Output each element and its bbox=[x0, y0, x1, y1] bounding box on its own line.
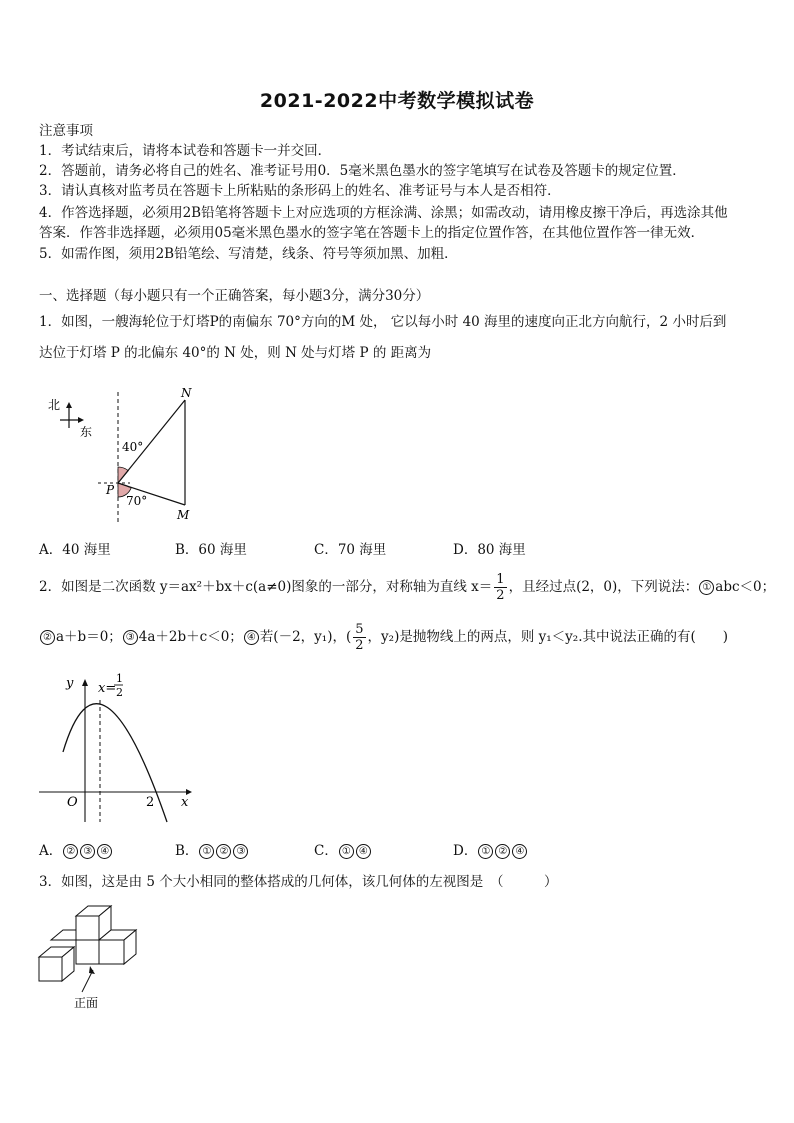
front-arrow-icon bbox=[89, 966, 95, 974]
y-axis-label: y bbox=[66, 676, 74, 691]
lighthouse-figure bbox=[40, 384, 220, 526]
fraction-numerator: 5 bbox=[355, 622, 364, 637]
angle-40-label: 40° bbox=[122, 440, 144, 454]
symmetry-axis-label: x= bbox=[98, 681, 117, 696]
q2-text: ，且经过点(2，0)，下列说法： bbox=[508, 579, 699, 595]
page-title: 2021-2022中考数学模拟试卷 bbox=[259, 90, 535, 112]
q2-text: 4a＋2b＋c＜0； bbox=[138, 629, 243, 645]
fraction-denominator: 2 bbox=[496, 588, 505, 603]
fraction-numerator: 1 bbox=[496, 572, 505, 587]
north-label: 北 bbox=[48, 398, 61, 412]
y-axis-arrow-icon bbox=[82, 679, 88, 686]
option-d[interactable]: D．80 海里 bbox=[453, 542, 526, 558]
option-b[interactable] bbox=[175, 841, 249, 861]
q2-text: ，y₂)是抛物线上的两点，则 y₁＜y₂.其中说法正确的有( ) bbox=[367, 629, 729, 645]
question-3-text: 3．如图，这是由 5 个大小相同的整体搭成的几何体，该几何体的左视图是 （ ） bbox=[39, 874, 558, 890]
cubes-figure bbox=[36, 904, 146, 1014]
circled-number: ① bbox=[478, 844, 493, 859]
cube-face bbox=[51, 930, 76, 940]
circled-number: ④ bbox=[244, 630, 259, 645]
origin-label: O bbox=[67, 795, 78, 810]
notice-item: 1．考试结束后，请将本试卷和答题卡一并交回． bbox=[39, 143, 332, 159]
x-axis-label: x bbox=[181, 795, 189, 810]
circled-number: ④ bbox=[512, 844, 527, 859]
section-heading: 一、选择题（每小题只有一个正确答案，每小题3分，满分30分） bbox=[39, 288, 430, 304]
option-letter: B． bbox=[175, 843, 199, 859]
angle-70-label: 70° bbox=[126, 494, 148, 508]
option-letter: C． bbox=[314, 843, 338, 859]
symmetry-num: 1 bbox=[116, 672, 123, 685]
question-1-line-1: 1．如图，一艘海轮位于灯塔P的南偏东 70°方向的M 处， 它以每小时 40 海里的速度向正北方向航行，2 小时后到 bbox=[39, 314, 727, 330]
circled-number: ① bbox=[699, 580, 714, 595]
q2-text: abc＜0； bbox=[715, 579, 776, 595]
option-b[interactable]: B．60 海里 bbox=[175, 542, 247, 558]
circled-number: ③ bbox=[233, 844, 248, 859]
q2-text: 若(－2，y₁)，( bbox=[259, 629, 352, 645]
circled-number: ② bbox=[40, 630, 55, 645]
q2-text: 2．如图是二次函数 y＝ax²＋bx＋c(a≠0)图象的一部分，对称轴为直线 x＝ bbox=[39, 579, 493, 595]
notice-item: 3．请认真核对监考员在答题卡上所粘贴的条形码上的姓名、准考证号与本人是否相符． bbox=[39, 183, 561, 199]
circled-number: ③ bbox=[123, 630, 138, 645]
circled-number: ② bbox=[216, 844, 231, 859]
question-2-line-1 bbox=[39, 568, 775, 606]
q2-text: a＋b＝0； bbox=[56, 629, 122, 645]
option-c[interactable]: C．70 海里 bbox=[314, 542, 387, 558]
notice-item: 4．作答选择题，必须用2B铅笔将答题卡上对应选项的方框涂满、涂黑；如需改动，请用橡皮擦干净后，再选涂其他 bbox=[39, 205, 728, 221]
circled-number: ③ bbox=[80, 844, 95, 859]
tick-2-label: 2 bbox=[146, 795, 155, 810]
option-a[interactable] bbox=[39, 841, 113, 861]
point-M-label: M bbox=[177, 508, 190, 522]
option-letter: D． bbox=[453, 843, 478, 859]
point-N-label: N bbox=[181, 386, 192, 400]
front-view-label: 正面 bbox=[74, 996, 99, 1010]
point-P-label: P bbox=[106, 483, 115, 497]
notice-item: 2．答题前，请务必将自己的姓名、准考证号用0．5毫米黑色墨水的签字笔填写在试卷及答题卡的规定位置． bbox=[39, 163, 686, 179]
question-1-line-2: 达位于灯塔 P 的北偏东 40°的 N 处，则 N 处与灯塔 P 的 距离为 bbox=[39, 345, 432, 361]
circled-number: ① bbox=[199, 844, 214, 859]
fraction-five-halves bbox=[353, 622, 365, 653]
east-arrow-icon bbox=[78, 417, 84, 423]
option-d[interactable] bbox=[453, 841, 528, 861]
question-2-line-2 bbox=[39, 618, 728, 656]
option-a[interactable]: A．40 海里 bbox=[39, 542, 111, 558]
fraction-half bbox=[494, 572, 506, 603]
cube-face bbox=[76, 940, 99, 964]
notice-item: 5．如需作图，须用2B铅笔绘、写清楚，线条、符号等须加黑、加粗． bbox=[39, 246, 458, 262]
option-c[interactable] bbox=[314, 841, 372, 861]
option-letter: A． bbox=[39, 843, 63, 859]
north-arrow-icon bbox=[66, 402, 72, 408]
cube-face bbox=[99, 940, 124, 964]
notice-heading: 注意事项 bbox=[39, 123, 93, 139]
circled-number: ② bbox=[495, 844, 510, 859]
symmetry-den: 2 bbox=[116, 686, 123, 699]
circled-number: ④ bbox=[97, 844, 112, 859]
circled-number: ① bbox=[339, 844, 354, 859]
cube-face bbox=[39, 957, 62, 981]
cube-face bbox=[76, 916, 99, 940]
notice-item: 答案．作答非选择题，必须用05毫米黑色墨水的签字笔在答题卡上的指定位置作答，在其他位置作答一律无效． bbox=[39, 225, 705, 241]
circled-number: ④ bbox=[356, 844, 371, 859]
fraction-denominator: 2 bbox=[355, 638, 364, 653]
east-label: 东 bbox=[80, 425, 93, 439]
parabola-figure bbox=[36, 672, 196, 832]
circled-number: ② bbox=[63, 844, 78, 859]
